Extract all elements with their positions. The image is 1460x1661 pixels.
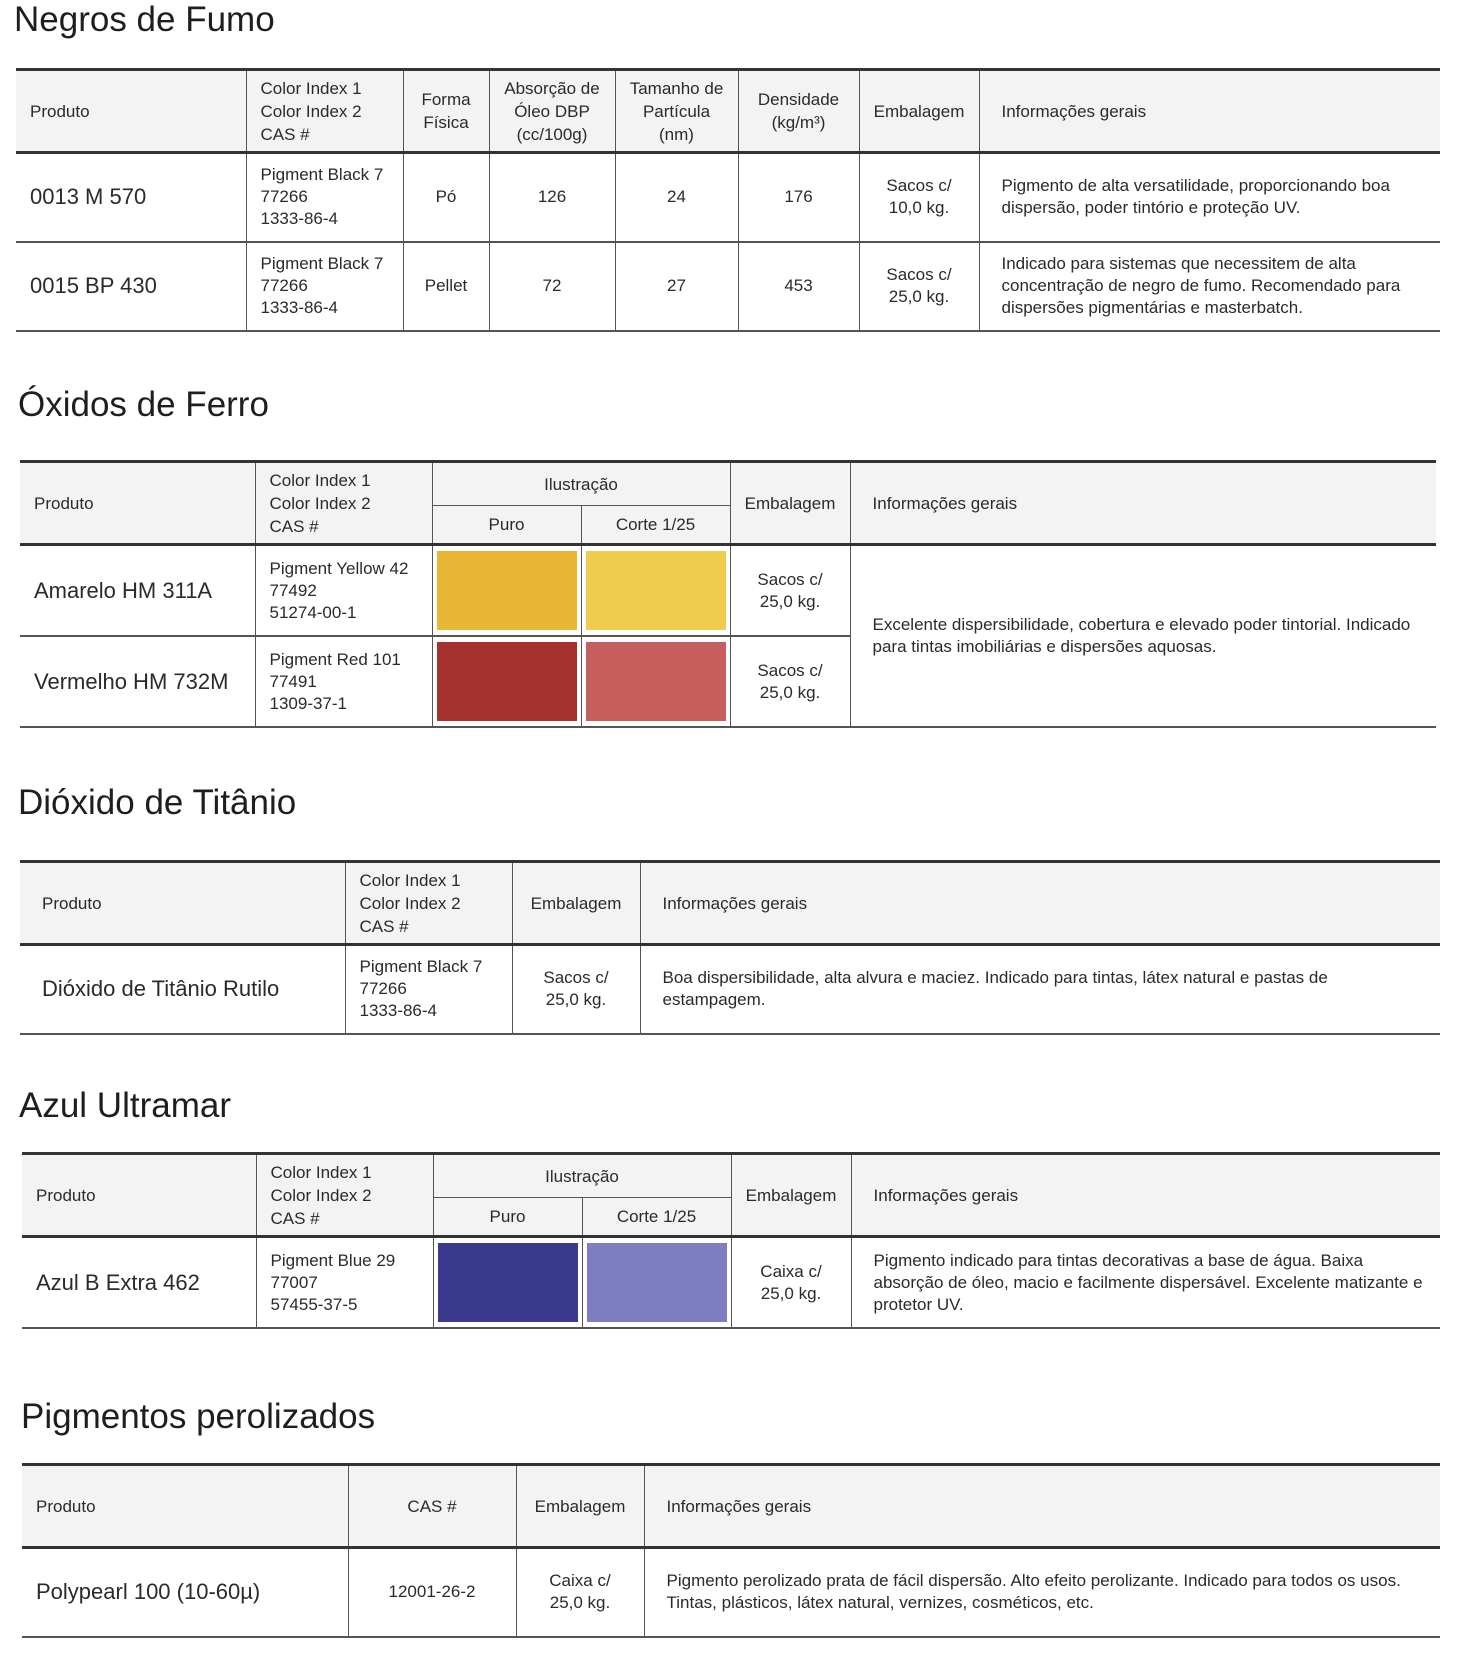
forma-cell: Pó — [403, 153, 489, 242]
info-cell: Pigmento perolizado prata de fácil dispersão. Alto efeito perolizante. Indicado para todos os usos. Tintas, plásticos, látex natural, vernizes, cosméticos, etc. — [644, 1548, 1440, 1637]
color-swatch-corte — [587, 1243, 727, 1322]
col-header-puro: Puro — [432, 506, 581, 545]
info-cell: Boa dispersibilidade, alta alvura e maciez. Indicado para tintas, látex natural e pastas de estampagem. — [640, 945, 1440, 1034]
table-row — [20, 545, 1436, 637]
product-name: 0013 M 570 — [16, 153, 246, 242]
col-header-embalagem: Embalagem — [512, 862, 640, 945]
col-header-absorcao: Absorção de Óleo DBP (cc/100g) — [489, 70, 615, 153]
color-index-cell: Pigment Black 7 77266 1333-86-4 — [345, 945, 512, 1034]
product-name: Polypearl 100 (10-60µ) — [22, 1548, 348, 1637]
table-header-row — [22, 1465, 1440, 1548]
col-header-color-index: Color Index 1 Color Index 2 CAS # — [256, 1154, 433, 1237]
table-azul — [22, 1152, 1440, 1329]
info-cell: Pigmento indicado para tintas decorativas a base de água. Baixa absorção de óleo, macio e facilmente dispersável. Excelente matizante e protetor UV. — [851, 1237, 1440, 1329]
forma-cell: Pellet — [403, 242, 489, 331]
table-header-row — [16, 70, 1440, 153]
color-swatch-puro — [437, 642, 577, 721]
table-oxidos — [20, 460, 1436, 728]
table-row — [22, 1548, 1440, 1637]
swatch-cell-corte — [582, 1237, 731, 1329]
col-header-produto: Produto — [16, 70, 246, 153]
table-negros — [16, 68, 1440, 332]
absorcao-cell: 126 — [489, 153, 615, 242]
col-header-color-index: Color Index 1 Color Index 2 CAS # — [255, 462, 432, 545]
densidade-cell: 453 — [738, 242, 859, 331]
col-header-info: Informações gerais — [640, 862, 1440, 945]
embalagem-cell: Sacos c/ 25,0 kg. — [512, 945, 640, 1034]
col-header-produto: Produto — [20, 862, 345, 945]
product-name: Azul B Extra 462 — [22, 1237, 256, 1329]
col-header-corte: Corte 1/25 — [582, 1198, 731, 1237]
info-cell: Indicado para sistemas que necessitem de alta concentração de negro de fumo. Recomendado para dispersões pigmentárias e masterbatch. — [979, 242, 1440, 331]
color-index-cell: Pigment Red 101 77491 1309-37-1 — [255, 636, 432, 727]
swatch-cell-corte — [581, 636, 730, 727]
table-row — [16, 242, 1440, 331]
info-cell: Pigmento de alta versatilidade, proporcionando boa dispersão, poder tintório e proteção UV. — [979, 153, 1440, 242]
col-header-info: Informações gerais — [850, 462, 1436, 545]
embalagem-cell: Sacos c/ 10,0 kg. — [859, 153, 979, 242]
section-title-perolizados: Pigmentos perolizados — [21, 1397, 376, 1436]
product-name: 0015 BP 430 — [16, 242, 246, 331]
table-dioxido — [20, 860, 1440, 1035]
info-cell: Excelente dispersibilidade, cobertura e elevado poder tintorial. Indicado para tintas imobiliárias e dispersões aquosas. — [850, 545, 1436, 728]
col-header-ilustracao: Ilustração — [433, 1154, 731, 1198]
color-swatch-corte — [586, 642, 726, 721]
table-header-row — [22, 1154, 1440, 1198]
swatch-cell-puro — [432, 636, 581, 727]
embalagem-cell: Caixa c/ 25,0 kg. — [516, 1548, 644, 1637]
color-index-cell: Pigment Black 7 77266 1333-86-4 — [246, 153, 403, 242]
col-header-color-index: Color Index 1 Color Index 2 CAS # — [246, 70, 403, 153]
col-header-info: Informações gerais — [979, 70, 1440, 153]
color-swatch-puro — [437, 551, 577, 630]
table-row — [22, 1237, 1440, 1329]
product-name: Amarelo HM 311A — [20, 545, 255, 637]
col-header-embalagem: Embalagem — [859, 70, 979, 153]
table-header-row — [20, 462, 1436, 506]
embalagem-cell: Sacos c/ 25,0 kg. — [859, 242, 979, 331]
col-header-color-index: Color Index 1 Color Index 2 CAS # — [345, 862, 512, 945]
section-title-dioxido: Dióxido de Titânio — [18, 783, 297, 822]
color-index-cell: Pigment Black 7 77266 1333-86-4 — [246, 242, 403, 331]
product-name: Dióxido de Titânio Rutilo — [20, 945, 345, 1034]
table-row — [20, 945, 1440, 1034]
cas-cell: 12001-26-2 — [348, 1548, 516, 1637]
embalagem-cell: Sacos c/ 25,0 kg. — [730, 636, 850, 727]
table-header-row — [20, 862, 1440, 945]
swatch-cell-puro — [432, 545, 581, 637]
color-swatch-corte — [586, 551, 726, 630]
section-title-negros: Negros de Fumo — [14, 0, 275, 39]
col-header-cas: CAS # — [348, 1465, 516, 1548]
col-header-embalagem: Embalagem — [516, 1465, 644, 1548]
col-header-produto: Produto — [20, 462, 255, 545]
product-name: Vermelho HM 732M — [20, 636, 255, 727]
col-header-embalagem: Embalagem — [730, 462, 850, 545]
section-title-azul: Azul Ultramar — [19, 1086, 231, 1125]
col-header-embalagem: Embalagem — [731, 1154, 851, 1237]
absorcao-cell: 72 — [489, 242, 615, 331]
col-header-forma: Forma Física — [403, 70, 489, 153]
color-index-cell: Pigment Yellow 42 77492 51274-00-1 — [255, 545, 432, 637]
col-header-ilustracao: Ilustração — [432, 462, 730, 506]
densidade-cell: 176 — [738, 153, 859, 242]
color-index-cell: Pigment Blue 29 77007 57455-37-5 — [256, 1237, 433, 1329]
col-header-corte: Corte 1/25 — [581, 506, 730, 545]
embalagem-cell: Sacos c/ 25,0 kg. — [730, 545, 850, 637]
tamanho-cell: 24 — [615, 153, 738, 242]
table-perolizados — [22, 1463, 1440, 1638]
col-header-tamanho: Tamanho de Partícula (nm) — [615, 70, 738, 153]
col-header-info: Informações gerais — [644, 1465, 1440, 1548]
col-header-info: Informações gerais — [851, 1154, 1440, 1237]
col-header-puro: Puro — [433, 1198, 582, 1237]
embalagem-cell: Caixa c/ 25,0 kg. — [731, 1237, 851, 1329]
table-row — [16, 153, 1440, 242]
swatch-cell-corte — [581, 545, 730, 637]
col-header-densidade: Densidade (kg/m³) — [738, 70, 859, 153]
section-title-oxidos: Óxidos de Ferro — [18, 385, 269, 424]
col-header-produto: Produto — [22, 1465, 348, 1548]
swatch-cell-puro — [433, 1237, 582, 1329]
col-header-produto: Produto — [22, 1154, 256, 1237]
tamanho-cell: 27 — [615, 242, 738, 331]
color-swatch-puro — [438, 1243, 578, 1322]
